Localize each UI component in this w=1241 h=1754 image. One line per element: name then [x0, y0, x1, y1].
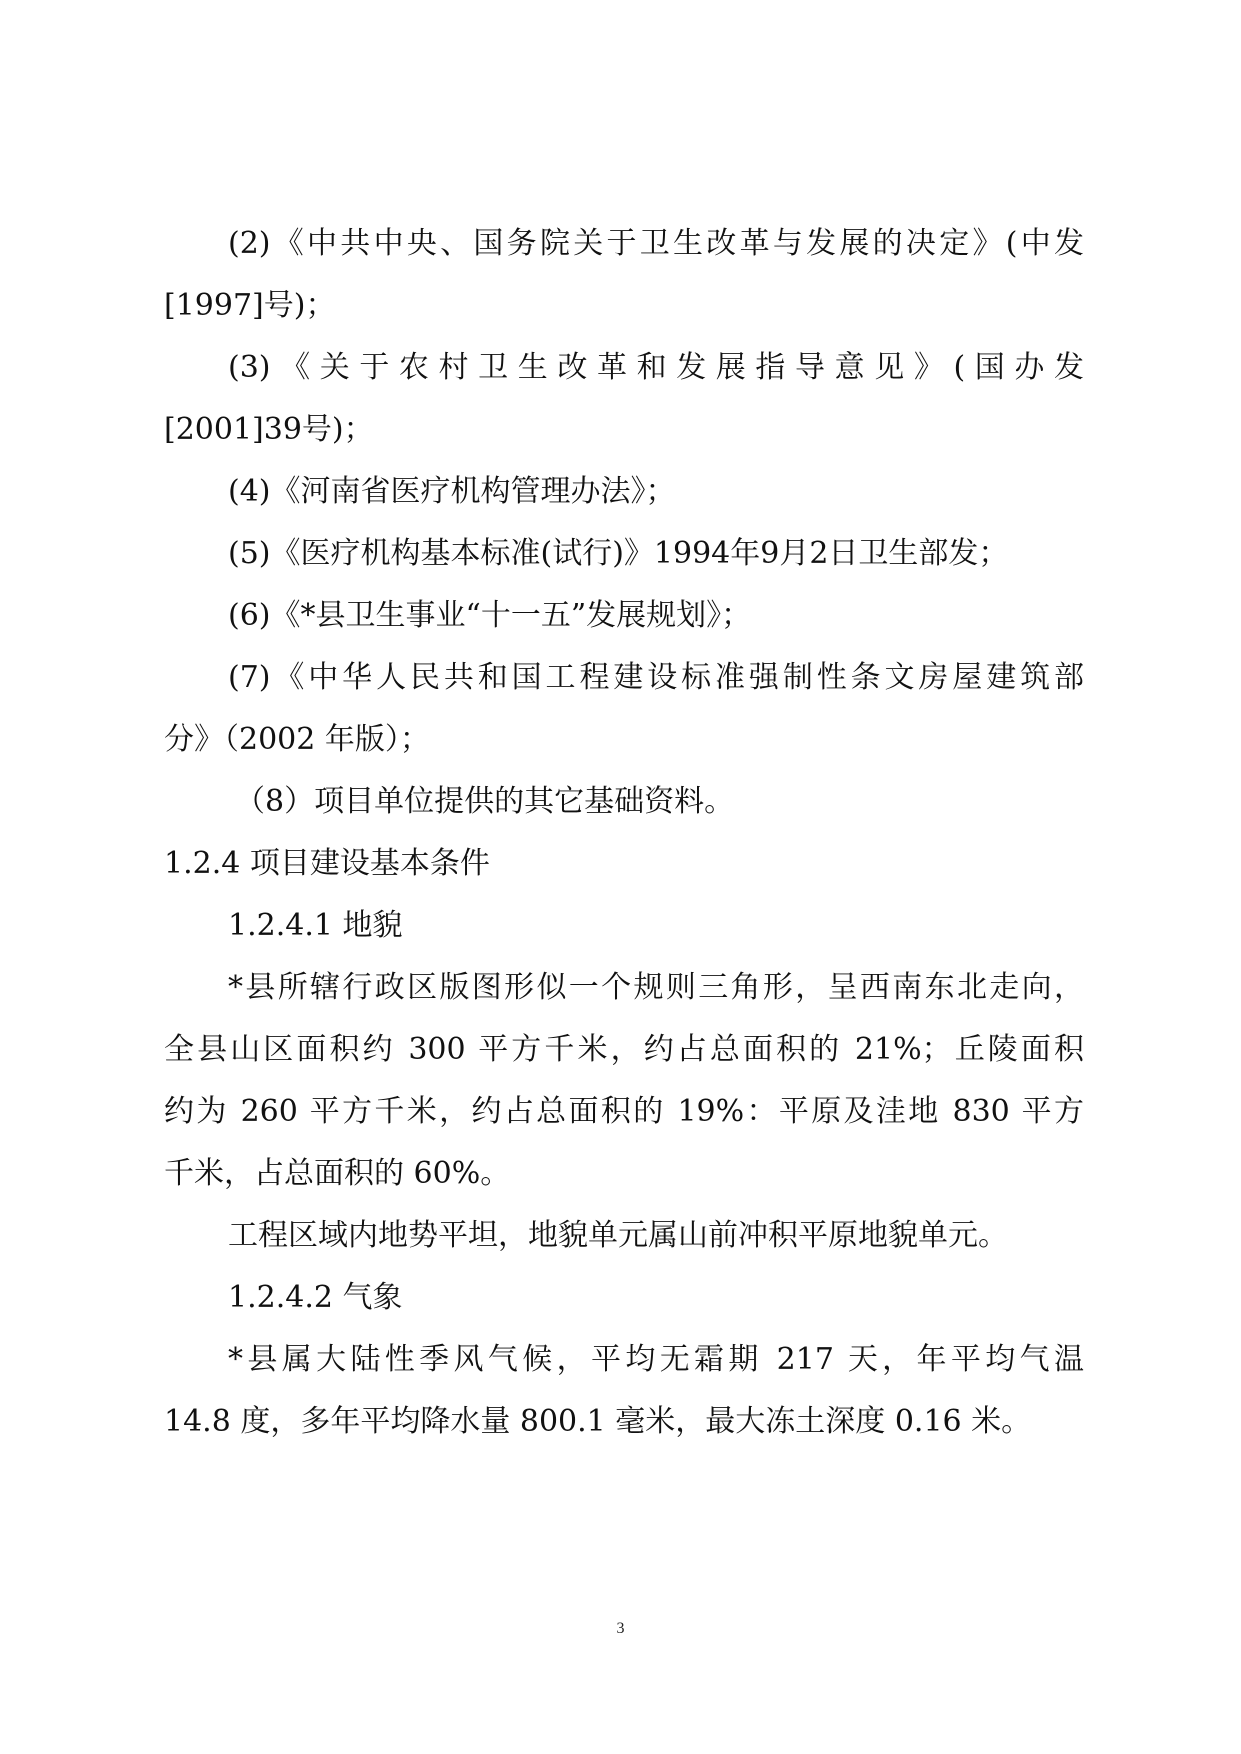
text-line: [1997]号)；	[164, 288, 336, 323]
text-line: 全县山区面积约 300 平方千米，约占总面积的 21%；丘陵面积	[164, 1032, 1084, 1067]
subsection-heading: 1.2.4.1 地貌	[228, 908, 403, 943]
text-line: (3)《关于农村卫生改革和发展指导意见》(国办发	[228, 350, 1084, 385]
text-line: 分》（2002 年版）；	[164, 722, 430, 757]
section-heading: 1.2.4 项目建设基本条件	[164, 846, 490, 881]
text-line: (5)《医疗机构基本标准(试行)》1994年9月2日卫生部发；	[228, 536, 1009, 571]
text-line: （8）项目单位提供的其它基础资料。	[235, 784, 735, 819]
text-line: 工程区域内地势平坦，地貌单元属山前冲积平原地貌单元。	[228, 1218, 1008, 1253]
page-number: 3	[616, 1620, 625, 1637]
text-line: 14.8 度，多年平均降水量 800.1 毫米，最大冻土深度 0.16 米。	[164, 1404, 1032, 1439]
text-line: *县所辖行政区版图形似一个规则三角形，呈西南东北走向，	[228, 970, 1084, 1005]
text-line: *县属大陆性季风气候，平均无霜期 217 天，年平均气温	[228, 1342, 1084, 1377]
text-line: [2001]39号)；	[164, 412, 374, 447]
text-line: 约为 260 平方千米，约占总面积的 19%：平原及洼地 830 平方	[164, 1094, 1084, 1129]
text-line: (6)《*县卫生事业“十一五”发展规划》；	[228, 598, 752, 633]
text-line: (4)《河南省医疗机构管理办法》；	[228, 474, 676, 509]
text-line: (2)《中共中央、国务院关于卫生改革与发展的决定》(中发	[228, 226, 1084, 261]
subsection-heading: 1.2.4.2 气象	[228, 1280, 403, 1315]
text-line: (7)《中华人民共和国工程建设标准强制性条文房屋建筑部	[228, 660, 1084, 695]
text-line: 千米，占总面积的 60%。	[164, 1156, 511, 1191]
